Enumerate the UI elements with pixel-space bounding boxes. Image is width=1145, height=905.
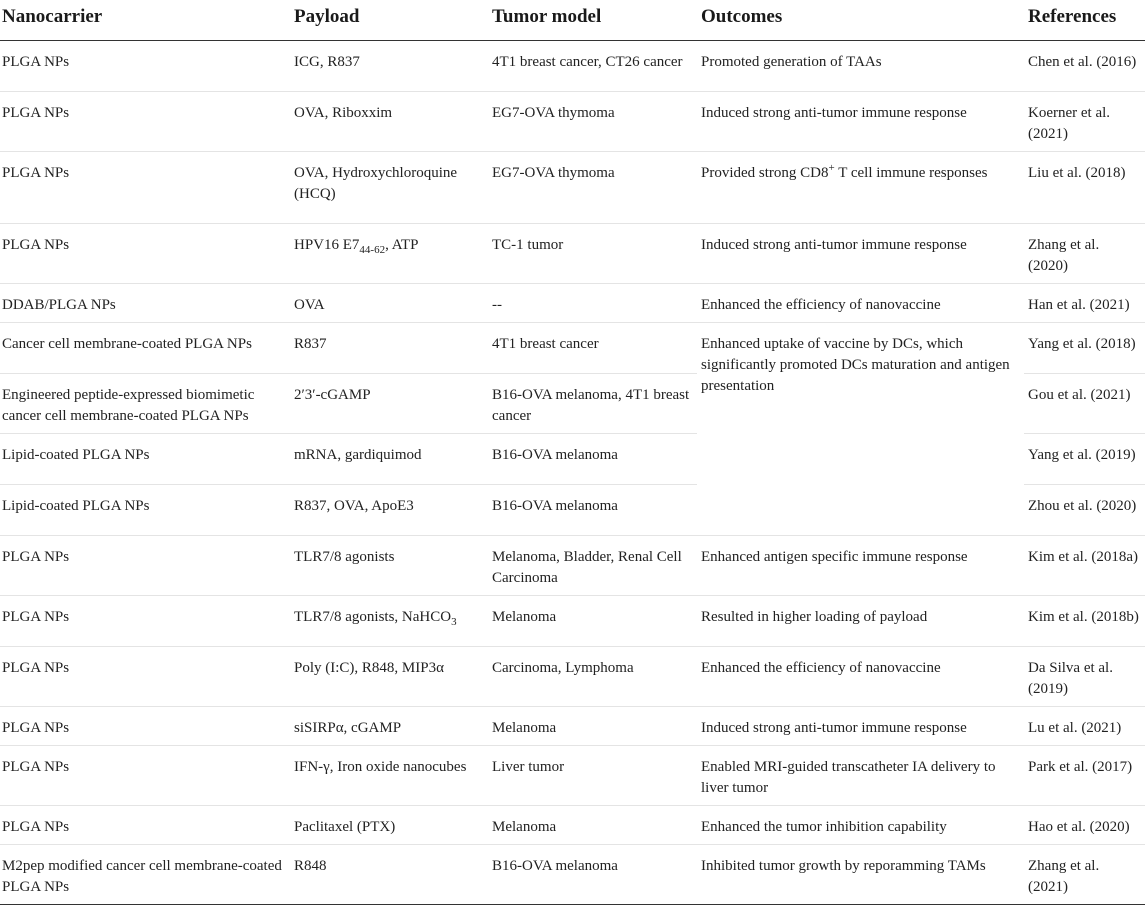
cell-nanocarrier: PLGA NPs: [0, 745, 290, 805]
cell-reference: Chen et al. (2016): [1024, 40, 1145, 91]
cell-outcome: Enhanced the efficiency of nanovaccine: [697, 283, 1024, 322]
header-tumor-model: Tumor model: [488, 0, 697, 40]
cell-reference: Koerner et al. (2021): [1024, 91, 1145, 151]
cell-outcome: Resulted in higher loading of payload: [697, 595, 1024, 646]
cell-tumor-model: TC-1 tumor: [488, 223, 697, 283]
cell-reference: Yang et al. (2018): [1024, 322, 1145, 373]
cell-payload: OVA, Hydroxychloroquine (HCQ): [290, 151, 488, 223]
cell-payload: OVA: [290, 283, 488, 322]
cell-payload: [290, 223, 488, 283]
cell-tumor-model: --: [488, 283, 697, 322]
header-row: [0, 0, 1145, 40]
cell-reference: Lu et al. (2021): [1024, 706, 1145, 745]
cell-payload: [290, 595, 488, 646]
cell-reference: Kim et al. (2018a): [1024, 535, 1145, 595]
cell-payload: ICG, R837: [290, 40, 488, 91]
cell-nanocarrier: Lipid-coated PLGA NPs: [0, 433, 290, 484]
cell-nanocarrier: PLGA NPs: [0, 595, 290, 646]
table-body: [0, 40, 1145, 904]
cell-nanocarrier: PLGA NPs: [0, 223, 290, 283]
header-references: References: [1024, 0, 1145, 40]
cell-nanocarrier: DDAB/PLGA NPs: [0, 283, 290, 322]
cell-nanocarrier: Engineered peptide-expressed biomimetic cancer cell membrane-coated PLGA NPs: [0, 373, 290, 433]
cell-nanocarrier: PLGA NPs: [0, 40, 290, 91]
cell-tumor-model: 4T1 breast cancer: [488, 322, 697, 373]
cell-outcome: Induced strong anti-tumor immune response: [697, 91, 1024, 151]
outcome-text: T cell immune responses: [834, 164, 988, 181]
cell-outcome: Induced strong anti-tumor immune response: [697, 706, 1024, 745]
subscript-range: 44-62: [359, 243, 386, 256]
cell-nanocarrier: PLGA NPs: [0, 151, 290, 223]
cell-tumor-model: B16-OVA melanoma, 4T1 breast cancer: [488, 373, 697, 433]
table-row: [0, 844, 1145, 904]
cell-nanocarrier: PLGA NPs: [0, 535, 290, 595]
cell-reference: Kim et al. (2018b): [1024, 595, 1145, 646]
cell-payload: Paclitaxel (PTX): [290, 805, 488, 844]
header-nanocarrier: Nanocarrier: [0, 0, 290, 40]
header-outcomes: Outcomes: [697, 0, 1024, 40]
table-row: [0, 40, 1145, 91]
cell-outcome: Promoted generation of TAAs: [697, 40, 1024, 91]
cell-reference: Park et al. (2017): [1024, 745, 1145, 805]
header-payload: Payload: [290, 0, 488, 40]
cell-reference: Da Silva et al. (2019): [1024, 646, 1145, 706]
cell-tumor-model: B16-OVA melanoma: [488, 844, 697, 904]
table-row: [0, 646, 1145, 706]
cell-outcome: Enhanced antigen specific immune response: [697, 535, 1024, 595]
cell-tumor-model: Melanoma: [488, 805, 697, 844]
cell-nanocarrier: PLGA NPs: [0, 805, 290, 844]
cell-outcome: [697, 151, 1024, 223]
cell-tumor-model: B16-OVA melanoma: [488, 484, 697, 535]
cell-payload: R837, OVA, ApoE3: [290, 484, 488, 535]
cell-payload: R848: [290, 844, 488, 904]
cell-tumor-model: B16-OVA melanoma: [488, 433, 697, 484]
table-row: [0, 322, 1145, 373]
payload-text: HPV16 E7: [294, 236, 360, 253]
cell-nanocarrier: PLGA NPs: [0, 646, 290, 706]
table-row: [0, 151, 1145, 223]
cell-reference: Hao et al. (2020): [1024, 805, 1145, 844]
cell-payload: IFN-γ, Iron oxide nanocubes: [290, 745, 488, 805]
outcome-text: Provided strong CD8: [701, 164, 829, 181]
cell-tumor-model: Carcinoma, Lymphoma: [488, 646, 697, 706]
cell-tumor-model: Melanoma, Bladder, Renal Cell Carcinoma: [488, 535, 697, 595]
cell-payload: siSIRPα, cGAMP: [290, 706, 488, 745]
cell-reference: Zhang et al. (2020): [1024, 223, 1145, 283]
table-row: [0, 283, 1145, 322]
cell-outcome: Enabled MRI-guided transcatheter IA delivery to liver tumor: [697, 745, 1024, 805]
cell-outcome: Inhibited tumor growth by reporamming TAMs: [697, 844, 1024, 904]
table-row: [0, 223, 1145, 283]
cell-reference: Zhang et al. (2021): [1024, 844, 1145, 904]
table-row: [0, 805, 1145, 844]
table-row: [0, 595, 1145, 646]
cell-nanocarrier: Lipid-coated PLGA NPs: [0, 484, 290, 535]
cell-tumor-model: Melanoma: [488, 706, 697, 745]
table-row: [0, 745, 1145, 805]
cell-outcome: Enhanced the efficiency of nanovaccine: [697, 646, 1024, 706]
cell-payload: mRNA, gardiquimod: [290, 433, 488, 484]
cell-reference: Gou et al. (2021): [1024, 373, 1145, 433]
cell-payload: Poly (I:C), R848, MIP3α: [290, 646, 488, 706]
cell-nanocarrier: Cancer cell membrane-coated PLGA NPs: [0, 322, 290, 373]
cell-tumor-model: 4T1 breast cancer, CT26 cancer: [488, 40, 697, 91]
cell-nanocarrier: PLGA NPs: [0, 91, 290, 151]
table-row: [0, 535, 1145, 595]
cell-tumor-model: Melanoma: [488, 595, 697, 646]
cell-payload: 2′3′-cGAMP: [290, 373, 488, 433]
table-row: [0, 91, 1145, 151]
superscript-plus: +: [828, 161, 835, 174]
cell-payload: R837: [290, 322, 488, 373]
cell-reference: Zhou et al. (2020): [1024, 484, 1145, 535]
cell-tumor-model: EG7-OVA thymoma: [488, 151, 697, 223]
table-row: [0, 706, 1145, 745]
cell-outcome-merged: Enhanced uptake of vaccine by DCs, which significantly promoted DCs maturation and antigen presentation: [697, 322, 1024, 535]
payload-text: TLR7/8 agonists, NaHCO: [294, 608, 452, 625]
cell-payload: OVA, Riboxxim: [290, 91, 488, 151]
cell-reference: Han et al. (2021): [1024, 283, 1145, 322]
cell-payload: TLR7/8 agonists: [290, 535, 488, 595]
subscript-3: 3: [451, 615, 457, 628]
cell-outcome: Induced strong anti-tumor immune response: [697, 223, 1024, 283]
cell-reference: Liu et al. (2018): [1024, 151, 1145, 223]
cell-reference: Yang et al. (2019): [1024, 433, 1145, 484]
cell-tumor-model: EG7-OVA thymoma: [488, 91, 697, 151]
table-header: [0, 0, 1145, 40]
cell-nanocarrier: M2pep modified cancer cell membrane-coated PLGA NPs: [0, 844, 290, 904]
cell-nanocarrier: PLGA NPs: [0, 706, 290, 745]
payload-text: , ATP: [385, 236, 419, 253]
cell-tumor-model: Liver tumor: [488, 745, 697, 805]
cell-outcome: Enhanced the tumor inhibition capability: [697, 805, 1024, 844]
